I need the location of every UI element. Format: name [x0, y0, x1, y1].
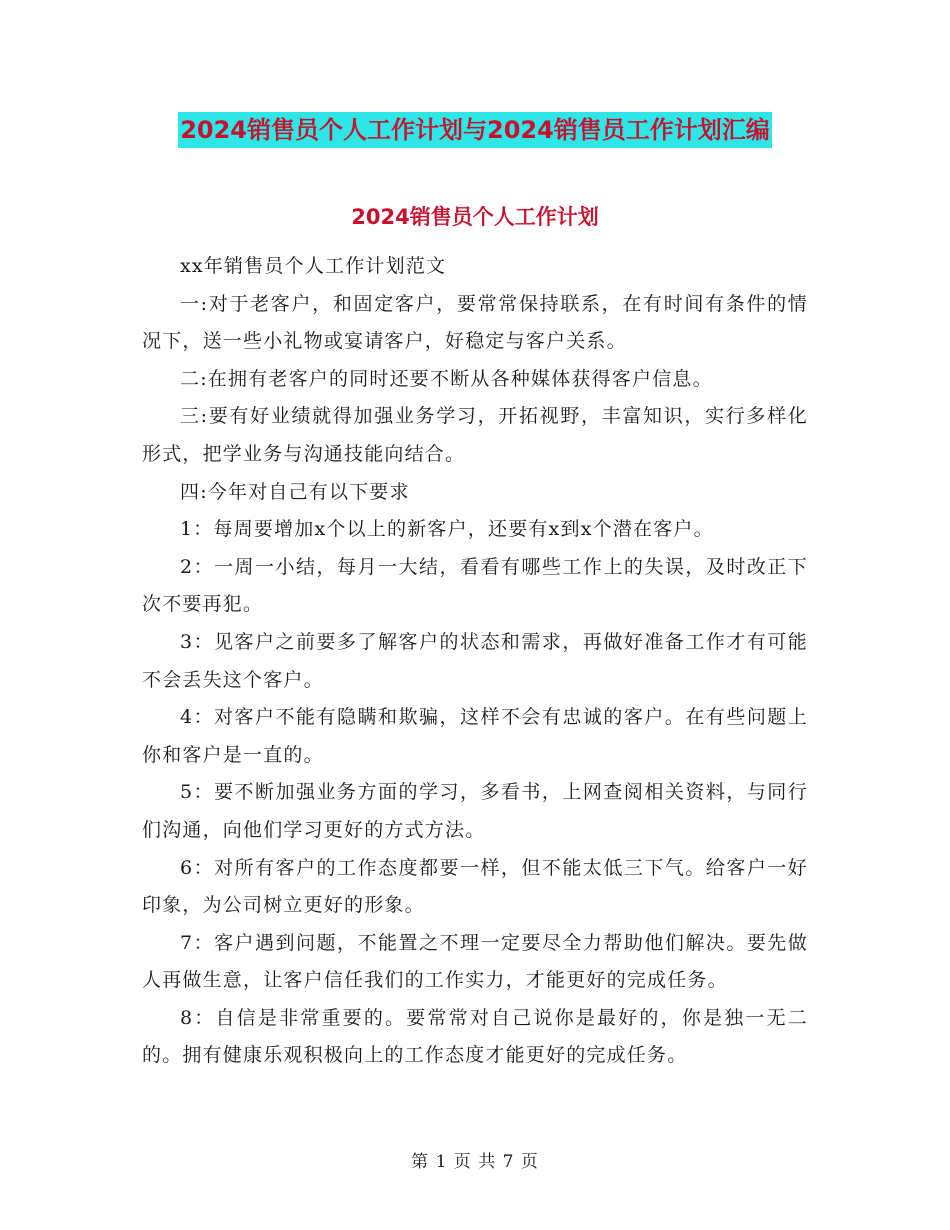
- paragraph: xx年销售员个人工作计划范文: [180, 255, 447, 277]
- paragraph: 3：见客户之前要多了解客户的状态和需求，再做好准备工作才有可能不会丢失这个客户。: [142, 630, 808, 691]
- paragraph: 三:要有好业绩就得加强业务学习，开拓视野，丰富知识，实行多样化形式，把学业务与沟通技能向结合。: [142, 405, 808, 465]
- paragraph: 2：一周一小结，每月一大结，看看有哪些工作上的失误，及时改正下次不要再犯。: [142, 555, 808, 616]
- paragraph: 一:对于老客户，和固定客户，要常常保持联系，在有时间有条件的情况下，送一些小礼物或宴请客户，好稳定与客户关系。: [142, 292, 808, 353]
- paragraph: 8：自信是非常重要的。要常常对自己说你是最好的，你是独一无二的。拥有健康乐观积极向上的工作态度才能更好的完成任务。: [142, 1006, 808, 1067]
- page-number-footer: 第 1 页 共 7 页: [411, 1152, 539, 1172]
- section-title: 2024销售员个人工作计划: [351, 205, 599, 229]
- paragraph: 1：每周要增加x个以上的新客户，还要有x到x个潜在客户。: [180, 518, 714, 541]
- paragraph: 4：对客户不能有隐瞒和欺骗，这样不会有忠诚的客户。在有些问题上你和客户是一直的。: [142, 706, 808, 766]
- document-title: [0, 112, 950, 148]
- paragraph: 6：对所有客户的工作态度都要一样，但不能太低三下气。给客户一好印象，为公司树立更好的形象。: [142, 856, 808, 917]
- paragraph: 5：要不断加强业务方面的学习，多看书，上网查阅相关资料，与同行们沟通，向他们学习更好的方式方法。: [142, 781, 808, 841]
- paragraph: 二:在拥有老客户的同时还要不断从各种媒体获得客户信息。: [180, 367, 713, 390]
- paragraph: 四:今年对自己有以下要求: [180, 480, 410, 503]
- document-title-text: 2024销售员个人工作计划与2024销售员工作计划汇编: [178, 112, 772, 148]
- paragraph: 7：客户遇到问题，不能置之不理一定要尽全力帮助他们解决。要先做人再做生意，让客户信任我们的工作实力，才能更好的完成任务。: [142, 931, 808, 992]
- document-body: [142, 248, 808, 1075]
